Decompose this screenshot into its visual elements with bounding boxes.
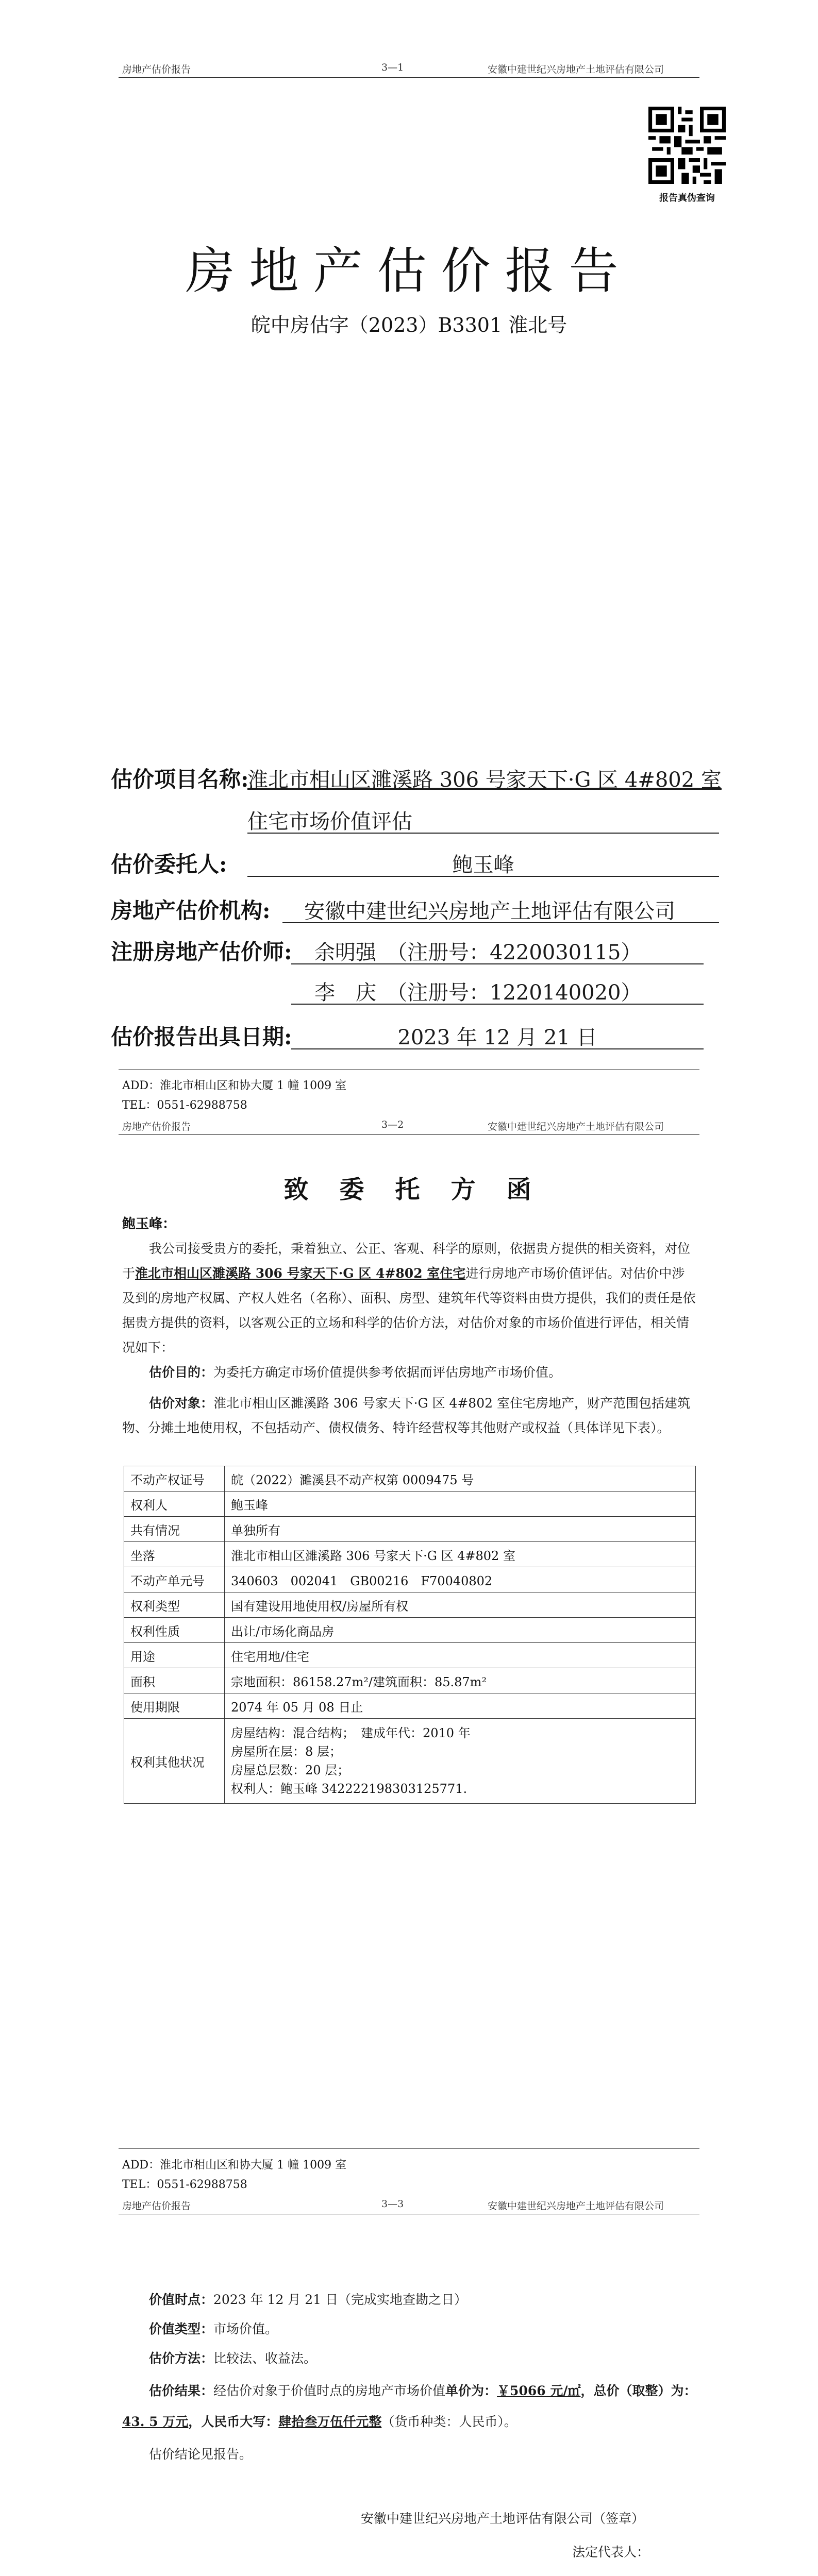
date-value: 2023 年 12 月 21 日 [397,1026,597,1049]
page1-header-rule [119,77,699,78]
value-time-label: 价值时点： [149,2292,214,2307]
rmb-label: ，人民币大写： [188,2414,279,2429]
table-value: 住宅用地/住宅 [225,1643,696,1668]
page3-header-left: 房地产估价报告 [122,2200,191,2212]
table-value: 淮北市相山区濉溪路 306 号家天下·G 区 4#802 室 [225,1542,696,1567]
table-row [124,1719,696,1804]
appraiser-2-underline [291,1004,704,1005]
table-key: 权利类型 [124,1592,225,1618]
table-key: 权利性质 [124,1618,225,1643]
table-value: 单独所有 [225,1517,696,1542]
page1-footer-address: ADD：淮北市相山区和协大厦 1 幢 1009 室 [122,1079,347,1092]
page2-header-left: 房地产估价报告 [122,1121,191,1132]
method-label: 估价方法： [149,2351,214,2366]
client-label: 估价委托人: [111,852,227,877]
total-price: 43. 5 万元 [122,2414,189,2429]
table-value: 鲍玉峰 [225,1492,696,1517]
letter-purpose [122,1360,697,1385]
other-line: 权利人：鲍玉峰 342222198303125771. [231,1782,468,1796]
table-key: 用途 [124,1643,225,1668]
table-key: 面积 [124,1668,225,1693]
appraiser-label: 注册房地产估价师: [111,939,292,964]
object-text: 淮北市相山区濉溪路 306 号家天下·G 区 4#802 室住宅房地产，财产范围包括建筑物、分摊土地使用权，不包括动产、债权债务、特许经营权等其他财产或权益（具体详见下表）。 [122,1396,690,1435]
table-row [124,1618,696,1643]
value-type-value: 市场价值。 [213,2321,278,2336]
other-line: 房屋结构：混合结构； 建成年代：2010 年 [231,1726,471,1740]
org-underline [282,922,719,923]
page1-title: 房地产估价报告 [185,242,633,300]
appraiser-1-underline [291,963,704,964]
date-underline [291,1048,704,1049]
page3-header-company: 安徽中建世纪兴房地产土地评估有限公司 [488,2200,664,2212]
legal-rep: 法定代表人： [572,2545,650,2560]
client-underline [247,876,719,877]
table-value: 2074 年 05 月 08 日止 [225,1693,696,1719]
table-row [124,1517,696,1542]
table-row [124,1492,696,1517]
table-key: 使用期限 [124,1693,225,1719]
letter-object [122,1391,697,1440]
letter-paragraph-1-start: 我公司接受贵方的委托，秉着独立、公正、客观、科学的原则，依据贵方提供的相关资料，对位于 [122,1241,691,1281]
value-time-line [149,2287,700,2312]
purpose-text: 为委托方确定市场价值提供参考依据而评估房地产市场价值。 [213,1365,562,1380]
table-key: 权利其他状况 [124,1719,225,1804]
table-row [124,1693,696,1719]
result-paragraph [122,2376,699,2437]
table-row [124,1643,696,1668]
other-line: 房屋总层数：20 层； [231,1763,350,1777]
page1-footer-tel: TEL：0551-62988758 [122,1099,247,1112]
page2-header-page-no: 3—2 [381,1119,404,1130]
letter-salutation: 鲍玉峰： [122,1216,176,1232]
table-row [124,1466,696,1492]
page2-footer-address: ADD：淮北市相山区和协大厦 1 幢 1009 室 [122,2159,347,2172]
value-time-value: 2023 年 12 月 21 日（完成实地查勘之日） [213,2292,467,2307]
page1-header-company: 安徽中建世纪兴房地产土地评估有限公司 [488,64,664,75]
table-value-multiline [225,1719,696,1804]
value-type-label: 价值类型： [149,2321,214,2336]
letter-title: 致 委 托 方 函 [283,1175,535,1204]
page2-footer-rule [119,2148,699,2149]
page1-footer-rule [119,1069,699,1070]
table-value: 出让/市场化商品房 [225,1618,696,1643]
client-value: 鲍玉峰 [452,853,514,877]
page2-header-company: 安徽中建世纪兴房地产土地评估有限公司 [488,1121,664,1132]
method-value: 比较法、收益法。 [213,2351,317,2366]
table-value: 340603 002041 GB00216 F70040802 [225,1567,696,1592]
table-row [124,1567,696,1592]
org-value: 安徽中建世纪兴房地产土地评估有限公司 [304,900,675,923]
other-line: 房屋所在层：8 层； [231,1744,342,1759]
table-value: 皖（2022）濉溪县不动产权第 0009475 号 [225,1466,696,1492]
table-key: 坐落 [124,1542,225,1567]
table-value: 宗地面积：86158.27m²/建筑面积：85.87m² [225,1668,696,1693]
result-label: 估价结果： [149,2383,214,2398]
table-key: 共有情况 [124,1517,225,1542]
page1-header-left: 房地产估价报告 [122,64,191,75]
currency: （货币种类：人民币）。 [381,2414,517,2429]
property-info-table [124,1466,696,1804]
table-key: 不动产权证号 [124,1466,225,1492]
table-row [124,1668,696,1693]
method-line [149,2346,700,2371]
qr-caption: 报告真伪查询 [659,193,715,204]
project-name-line2: 住宅市场价值评估 [247,810,412,834]
table-row [124,1542,696,1567]
letter-paragraph-1-rest: 进行房地产市场价值评估。对估价中涉及到的房地产权属、产权人姓名（名称）、面积、房型、建筑年代等资料由贵方提供，我们的责任是依据贵方提供的资料，以客观公正的立场和科学的估价方法，对估价对象的市场价值进行评估，相关情况如下： [122,1266,696,1355]
qr-code-icon[interactable] [648,107,726,184]
result-text: 经估价对象于价值时点的房地产市场价值 [213,2383,446,2398]
letter-paragraph-1-object: 淮北市相山区濉溪路 306 号家天下·G 区 4#802 室住宅 [135,1266,466,1281]
table-value: 国有建设用地使用权/房屋所有权 [225,1592,696,1618]
page2-footer-tel: TEL：0551-62988758 [122,2178,247,2191]
appraiser-1: 余明强 （注册号：4220030115） [314,941,642,964]
conclusion: 估价结论见报告。 [149,2447,253,2462]
org-label: 房地产估价机构: [111,898,271,923]
page2-header-rule [119,1134,699,1135]
project-name-underline [247,833,719,834]
unit-price-label: 单价为： [445,2383,497,2398]
appraiser-2: 李 庆 （注册号：1220140020） [314,981,642,1005]
page1-report-no: 皖中房估字（2023）B3301 淮北号 [251,314,567,336]
value-type-line [149,2317,700,2342]
object-label: 估价对象： [149,1396,214,1411]
date-label: 估价报告出具日期: [111,1024,292,1049]
table-row [124,1592,696,1618]
table-key: 不动产单元号 [124,1567,225,1592]
project-name-label: 估价项目名称: [111,767,249,792]
unit-price: ￥5066 元/㎡ [497,2383,581,2398]
letter-paragraph-1 [122,1236,697,1360]
sign-company: 安徽中建世纪兴房地产土地评估有限公司（签章） [361,2511,645,2526]
page1-header-page-no: 3—1 [381,62,404,73]
page3-header-page-no: 3—3 [381,2198,404,2210]
table-key: 权利人 [124,1492,225,1517]
project-name-line1: 淮北市相山区濉溪路 306 号家天下·G 区 4#802 室 [247,768,722,792]
purpose-label: 估价目的： [149,1365,214,1380]
total-label: ，总价（取整）为： [580,2383,697,2398]
rmb-upper: 肆拾叁万伍仟元整 [278,2414,382,2429]
